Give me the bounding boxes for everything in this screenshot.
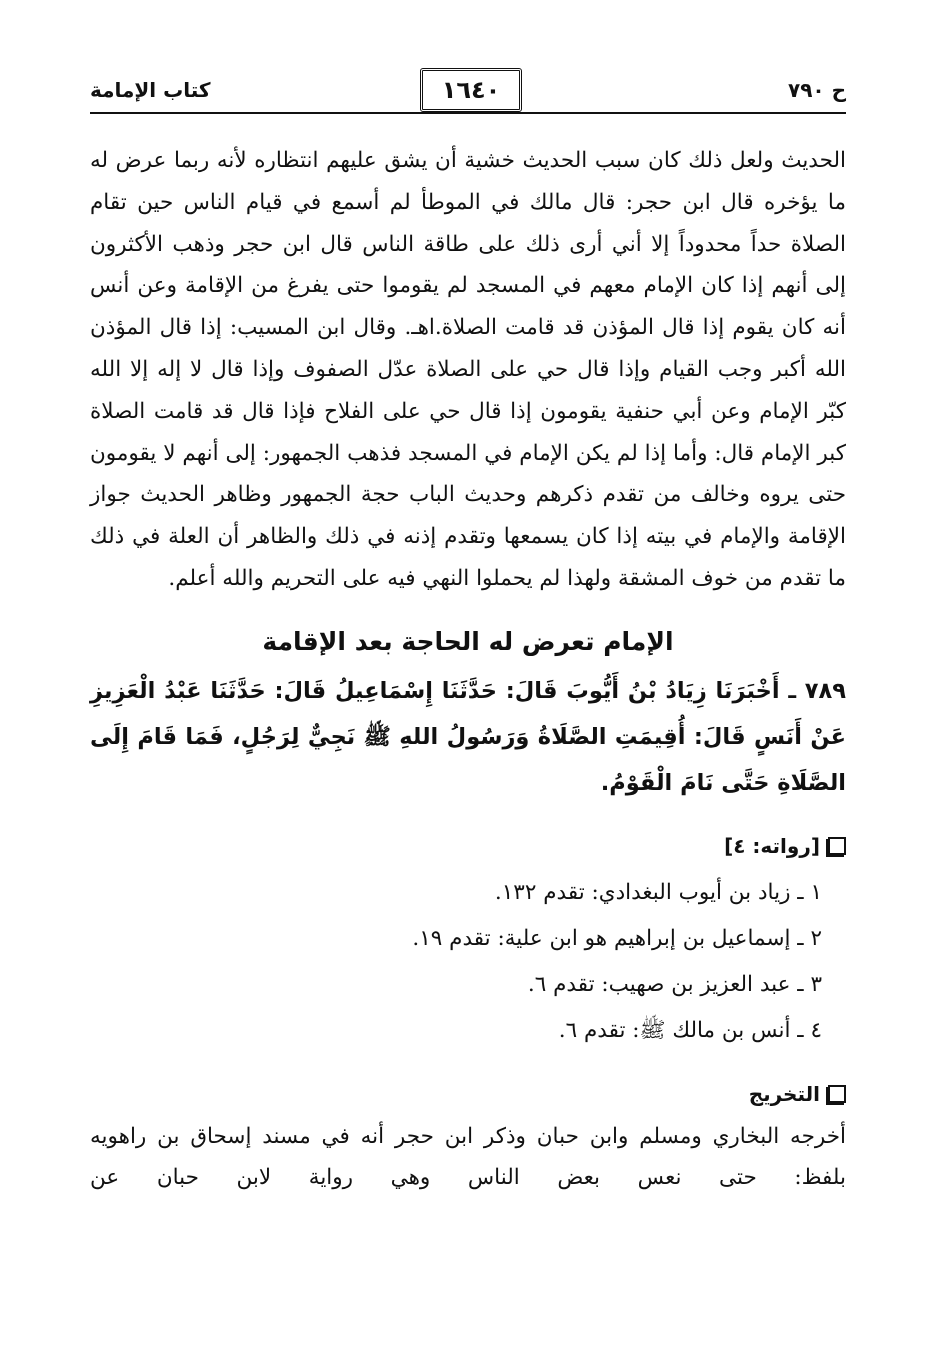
- narrators-heading-label: [رواته: ٤]: [724, 833, 820, 858]
- narrator-item: ٣ ـ عبد العزيز بن صهيب: تقدم ٦.: [527, 971, 822, 997]
- running-header: [90, 66, 846, 114]
- page-number: ١٦٤٠: [420, 68, 522, 112]
- takhrij-heading: [90, 1076, 846, 1112]
- book-title: كتاب الإمامة: [90, 78, 211, 102]
- takhrij-paragraph: أخرجه البخاري ومسلم وابن حبان وذكر ابن حجر أنه في مسند إسحاق بن راهويه بلفظ: حتى نعس بعض الناس وهي رواية لابن حبان عن: [90, 1123, 846, 1190]
- narrators-list: [90, 870, 846, 1054]
- takhrij-heading-label: التخريج: [748, 1081, 820, 1106]
- narrators-heading: [90, 828, 846, 864]
- narrator-item: ٢ ـ إسماعيل بن إبراهيم هو ابن علية: تقدم ١٩.: [412, 925, 822, 951]
- square-bullet-icon: [828, 837, 846, 855]
- book-page: [90, 66, 846, 1336]
- square-bullet-icon: [828, 1085, 846, 1103]
- commentary-paragraph: الحديث ولعل ذلك كان سبب الحديث خشية أن يشق عليهم انتظاره لأنه ربما عرض له ما يؤخره قال ابن حجر: قال مالك في الموطأ لم أسمع في قيام الناس حين تقام الصلاة حداً محدوداً إلا أني أرى ذلك على طاقة الناس قال ابن حجر وذهب الأكثرون إلى أنهم إذا كان الإمام معهم في المسجد لم يقوموا حتى يفرغ من الإقامة وعن أنس أنه كان يقوم إذا قال المؤذن قد قامت الصلاة.اهـ. وقال ابن المسيب: إذا قال المؤذن الله أكبر وجب القيام وإذا قال حي على الصلاة عدّل الصفوف وإذا قال لا إله إلا الله كبّر الإمام وعن أبي حنفية يقومون إذا قال حي على الفلاح فإذا قال قد قامت الصلاة كبر الإمام قال: وأما إذا لم يكن الإمام في المسجد فذهب الجمهور: إلى أنهم لا يقومون حتى يروه وخالف من تقدم ذكرهم وحديث الباب حجة الجمهور وظاهر الحديث جواز الإقامة والإمام في بيته إذا كان يسمعها وتقدم إذنه في ذلك والظاهر أن العلة في ذلك ما تقدم من خوف المشقة ولهذا لم يحملوا النهي فيه على التحريم والله أعلم.: [90, 148, 846, 591]
- narrator-item: ١ ـ زياد بن أيوب البغدادي: تقدم ١٣٢.: [494, 879, 822, 905]
- hadith-text: ٧٨٩ ـ أَخْبَرَنَا زِيَادُ بْنُ أَيُّوبَ قَالَ: حَدَّثَنَا إِسْمَاعِيلُ قَالَ: حَدَّثَنَا عَبْدُ الْعَزِيزِ عَنْ أَنَسٍ قَالَ: أُقِيمَتِ الصَّلَاةُ وَرَسُولُ اللهِ ﷺ نَجِيٌّ لِرَجُلٍ، فَمَا قَامَ إِلَى الصَّلَاةِ حَتَّى نَامَ الْقَوْمُ.: [90, 677, 846, 796]
- hadith-range: ح ٧٩٠: [787, 78, 846, 102]
- chapter-heading: الإمام تعرض له الحاجة بعد الإقامة: [262, 626, 674, 656]
- narrator-item: ٤ ـ أنس بن مالك ﷺ: تقدم ٦.: [558, 1017, 822, 1043]
